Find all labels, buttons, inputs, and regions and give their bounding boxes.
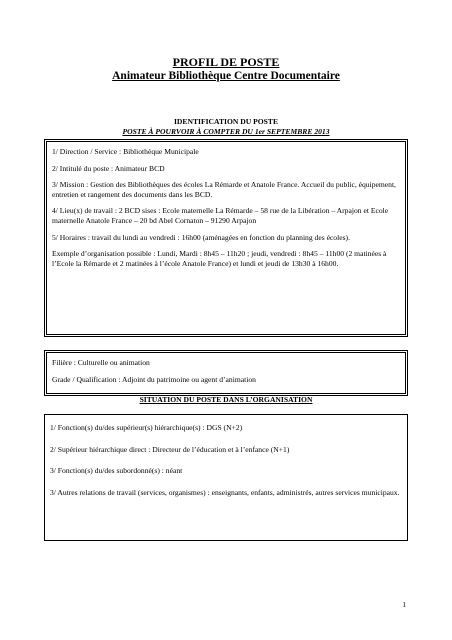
identification-item-exemple: Exemple d’organisation possible : Lundi, Mardi : 8h45 – 11h20 ; jeudi, vendredi : 8h45 – 11h00 (2 matinées à l’Ecole la Rémarde et 2 matinées à l’école Anatole France) et lundi et jeudi de 13h30 à 16h00. — [52, 249, 387, 268]
situation-item-superieurs: 1/ Fonction(s) du/des supérieur(s) hiérarchique(s) : DGS (N+2) — [50, 423, 243, 432]
situation-box — [44, 414, 408, 541]
identification-box — [44, 139, 408, 337]
identification-item-intitule: 2/ Intitulé du poste : Animateur BCD — [52, 163, 165, 173]
situation-heading: SITUATION DU POSTE DANS L’ORGANISATION — [139, 395, 313, 404]
page-title: PROFIL DE POSTE — [172, 55, 280, 69]
identification-item-horaires: 5/ Horaires : travail du lundi au vendredi : 16h00 (aménagées en fonction du planning des écoles). — [52, 232, 350, 242]
situation-item-relations: 3/ Autres relations de travail (services, organismes) : enseignants, enfants, administrés, autres services municipaux. — [50, 487, 400, 497]
identification-item-direction: 1/ Direction / Service : Bibliothèque Municipale — [52, 147, 199, 156]
identification-subheading: POSTE À POURVOIR À COMPTER DU 1er SEPTEMBRE 2013 — [122, 127, 330, 136]
identification-item-lieu: 4/ Lieu(x) de travail : 2 BCD sises : Ecole maternelle La Rémarde – 58 rue de la Libération – Arpajon et Ecole maternelle Anatole France – 20 bd Abel Cornaton – 91290 Arpajon — [52, 206, 389, 225]
page-subtitle: Animateur Bibliothèque Centre Documentaire — [112, 70, 340, 82]
grade-box — [44, 350, 408, 396]
situation-item-subordonnes: 3/ Fonction(s) du/des subordonné(s) : néant — [50, 466, 183, 476]
situation-item-superieur-direct: 2/ Supérieur hiérarchique direct : Directeur de l’éducation et à l’enfance (N+1) — [50, 444, 290, 454]
identification-item-mission: 3/ Mission : Gestion des Bibliothèques des écoles La Rémarde et Anatole France. Accueil du public, équipement, entretien et rangement des documents dans les BCD. — [52, 180, 396, 199]
identification-heading: IDENTIFICATION DU POSTE — [173, 117, 279, 126]
page-number: 1 — [402, 600, 406, 609]
grade-item-qualification: Grade / Qualification : Adjoint du patrimoine ou agent d’animation — [52, 374, 256, 384]
grade-item-filiere: Filière : Culturelle ou animation — [52, 358, 150, 367]
